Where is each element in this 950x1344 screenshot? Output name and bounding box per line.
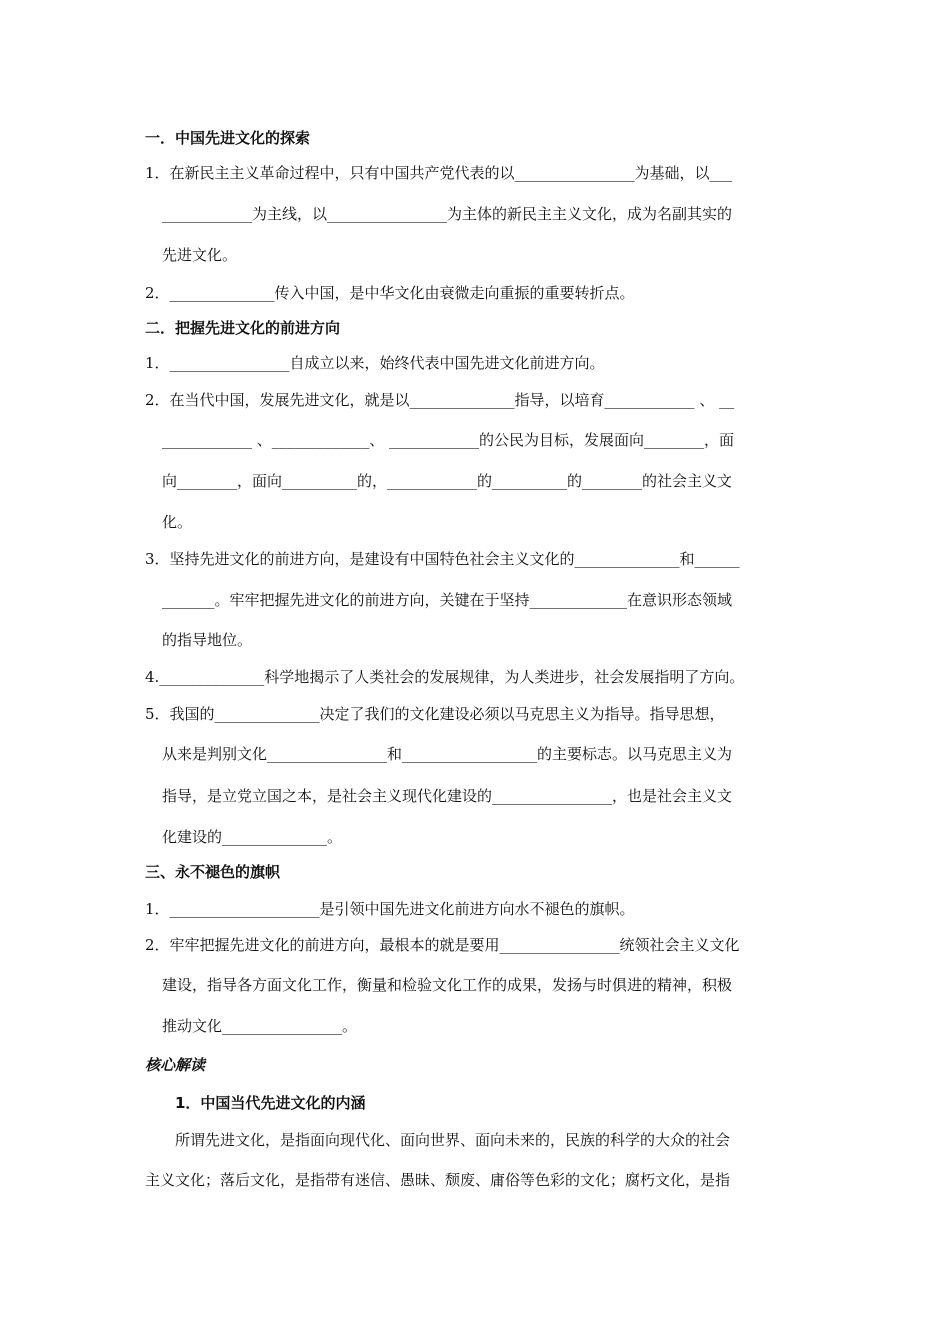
s1-line-3: 先进文化。 — [162, 246, 238, 264]
s2-line-11: 从来是判别文化________________和__________________的主要标志。以马克思主义为 — [162, 745, 733, 763]
s3-line-4: 推动文化________________。 — [162, 1017, 358, 1035]
s1-line-4: 2．______________传入中国，是中华文化由衰微走向重振的重要转折点。 — [145, 284, 635, 302]
core-para-line-2: 主义文化；落后文化，是指带有迷信、愚昧、颓废、庸俗等色彩的文化；腐朽文化，是指 — [145, 1171, 731, 1189]
s2-line-6: 3．坚持先进文化的前进方向，是建设有中国特色社会主义文化的______________和______ — [145, 550, 740, 568]
core-title: 核心解读 — [145, 1056, 206, 1074]
s2-line-7: _______。牢牢把握先进文化的前进方向，关键在于坚持_____________在意识形态领域 — [162, 591, 733, 609]
s2-line-2: 2．在当代中国，发展先进文化，就是以______________指导，以培育____________ 、 __ — [145, 391, 735, 409]
core-subheading: 1．中国当代先进文化的内涵 — [175, 1094, 366, 1112]
section-2-heading: 二．把握先进文化的前进方向 — [145, 319, 341, 337]
s3-line-2: 2．牢牢把握先进文化的前进方向，最根本的就是要用________________统领社会主义文化 — [145, 936, 740, 954]
s2-line-10: 5．我国的______________决定了我们的文化建设必须以马克思主义为指导。指导思想， — [145, 705, 725, 723]
s2-line-8: 的指导地位。 — [162, 631, 253, 649]
s3-line-3: 建设，指导各方面文化工作，衡量和检验文化工作的成果，发扬与时俱进的精神，积极 — [162, 976, 733, 994]
s2-line-13: 化建设的______________。 — [162, 828, 343, 846]
core-para-line-1: 所谓先进文化，是指面向现代化、面向世界、面向未来的，民族的科学的大众的社会 — [175, 1131, 731, 1149]
s1-line-1: 1．在新民主主义革命过程中，只有中国共产党代表的以________________为基础，以___ — [145, 164, 733, 182]
s2-line-3: ____________ 、_____________、 ____________的公民为目标，发展面向________，面 — [162, 431, 735, 449]
s2-line-12: 指导，是立党立国之本，是社会主义现代化建设的________________，也是社会主义文 — [162, 787, 733, 805]
s1-line-2: ____________为主线，以________________为主体的新民主主义文化，成为名副其实的 — [162, 205, 733, 223]
section-3-heading: 三、永不褪色的旗帜 — [145, 863, 281, 881]
s2-line-4: 向________，面向__________的，____________的__________的________的社会主义文 — [162, 472, 733, 490]
section-1-heading: 一．中国先进文化的探索 — [145, 129, 311, 147]
s2-line-1: 1．________________自成立以来，始终代表中国先进文化前进方向。 — [145, 354, 605, 372]
s2-line-9: 4.______________科学地揭示了人类社会的发展规律，为人类进步，社会发展指明了方向。 — [145, 668, 745, 686]
s2-line-5: 化。 — [162, 513, 193, 531]
s3-line-1: 1．____________________是引领中国先进文化前进方向水不褪色的旗帜。 — [145, 900, 635, 918]
